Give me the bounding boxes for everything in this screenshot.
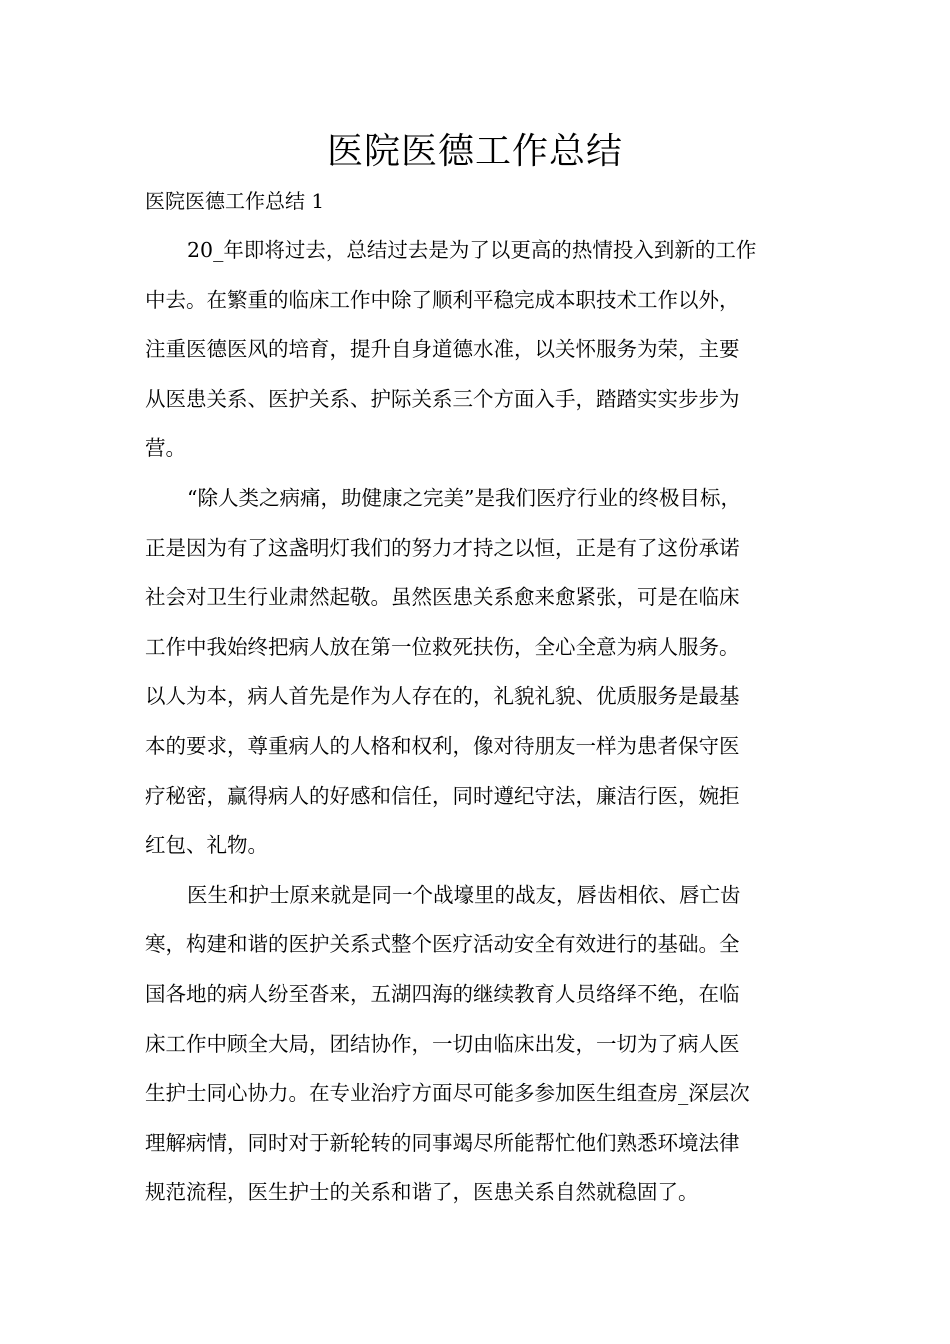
- paragraph-line: 注重医德医风的培育，提升自身道德水准，以关怀服务为荣，主要: [145, 337, 740, 362]
- paragraph-line: 寒，构建和谐的医护关系式整个医疗活动安全有效进行的基础。全: [145, 932, 740, 957]
- paragraph-line: 营。: [145, 436, 186, 461]
- paragraph-line: 疗秘密，赢得病人的好感和信任，同时遵纪守法，廉洁行医，婉拒: [145, 783, 740, 808]
- paragraph-line: 中去。在繁重的临床工作中除了顺利平稳完成本职技术工作以外，: [145, 287, 740, 312]
- paragraph-line: 本的要求，尊重病人的人格和权利，像对待朋友一样为患者保守医: [145, 733, 740, 758]
- paragraph-line: 以人为本，病人首先是作为人存在的，礼貌礼貌、优质服务是最基: [145, 684, 740, 709]
- document-body: [145, 226, 815, 1218]
- paragraph-1: [145, 226, 815, 474]
- section-heading: 医院医德工作总结 1: [145, 189, 325, 213]
- paragraph-line: 床工作中顾全大局，团结协作，一切由临床出发，一切为了病人医: [145, 1031, 740, 1056]
- paragraph-line: 理解病情，同时对于新轮转的同事竭尽所能帮忙他们熟悉环境法律: [145, 1130, 740, 1155]
- paragraph-line: 生护士同心协力。在专业治疗方面尽可能多参加医生组查房_深层次: [145, 1081, 750, 1106]
- document-title: 医院医德工作总结: [326, 131, 623, 172]
- paragraph-line: 规范流程，医生护士的关系和谐了，医患关系自然就稳固了。: [145, 1180, 699, 1205]
- paragraph-2: [145, 474, 815, 871]
- paragraph-line: 国各地的病人纷至沓来，五湖四海的继续教育人员络绎不绝，在临: [145, 981, 740, 1006]
- paragraph-line: 红包、礼物。: [145, 833, 268, 858]
- paragraph-line: 工作中我始终把病人放在第一位救死扶伤，全心全意为病人服务。: [145, 634, 740, 659]
- paragraph-line: 社会对卫生行业肃然起敬。虽然医患关系愈来愈紧张，可是在临床: [145, 585, 740, 610]
- paragraph-3: [145, 871, 815, 1218]
- paragraph-line: 20_年即将过去，总结过去是为了以更高的热情投入到新的工作: [187, 238, 757, 262]
- paragraph-line: “除人类之病痛，助健康之完美”是我们医疗行业的终极目标，: [187, 485, 741, 510]
- paragraph-line: 医生和护士原来就是同一个战壕里的战友，唇齿相依、唇亡齿: [187, 882, 741, 907]
- paragraph-line: 正是因为有了这盏明灯我们的努力才持之以恒，正是有了这份承诺: [145, 535, 740, 560]
- paragraph-line: 从医患关系、医护关系、护际关系三个方面入手，踏踏实实步步为: [145, 386, 740, 411]
